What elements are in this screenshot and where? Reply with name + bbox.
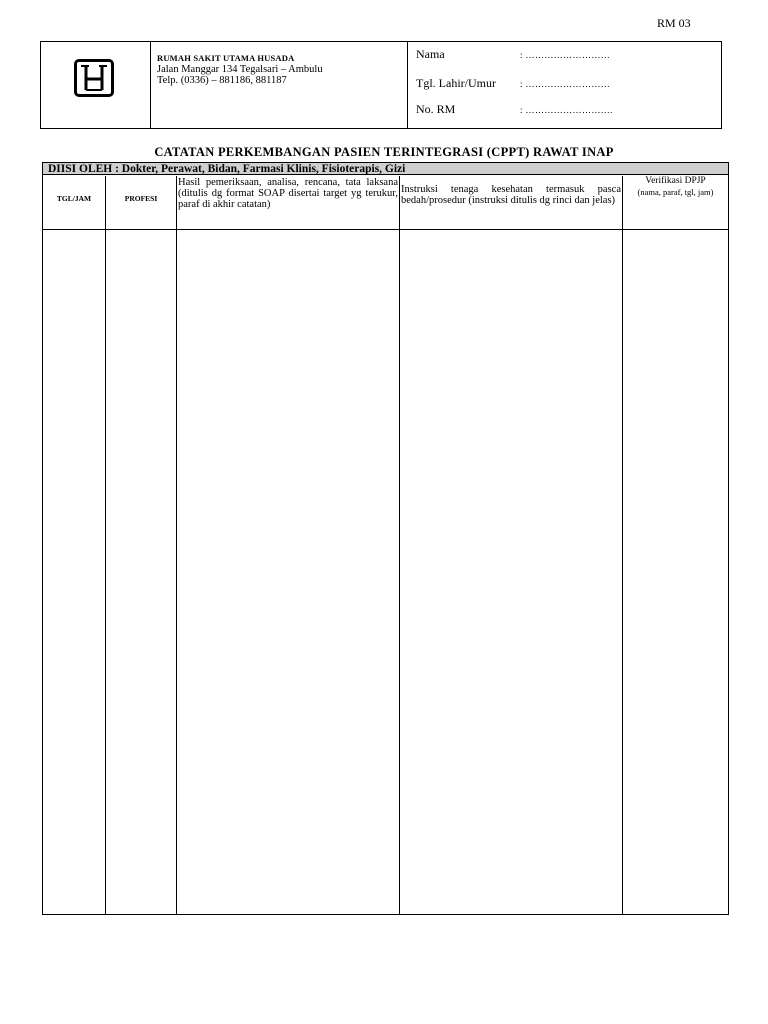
hospital-info	[157, 53, 407, 86]
patient-dob-label: Tgl. Lahir/Umur	[416, 76, 496, 90]
entry-area-profesi[interactable]	[106, 230, 176, 914]
patient-dob-field[interactable]: : ………………………	[520, 79, 611, 89]
patient-info	[407, 42, 722, 128]
entry-area-verifikasi[interactable]	[623, 230, 728, 914]
patient-rm-field[interactable]: : ……………………….	[520, 105, 613, 115]
patient-name-label: Nama	[416, 47, 445, 61]
patient-rm-label: No. RM	[416, 102, 456, 116]
form-code: RM 03	[657, 16, 691, 30]
hospital-logo-icon	[74, 59, 114, 97]
filled-by-banner: DIISI OLEH : Dokter, Perawat, Bidan, Farmasi Klinis, Fisioterapis, Gizi	[43, 163, 728, 175]
entry-area-instruksi[interactable]	[400, 230, 622, 914]
cppt-table	[42, 162, 729, 915]
hospital-phone: Telp. (0336) – 881186, 881187	[157, 75, 287, 86]
column-header-profesi: PROFESI	[124, 194, 158, 203]
column-header-instruksi: Instruksi tenaga kesehatan termasuk pasca bedah/prosedur (instruksi ditulis dg rinci dan jelas)	[401, 184, 621, 206]
patient-dob-row	[416, 76, 610, 91]
entry-area-hasil[interactable]	[177, 230, 399, 914]
patient-name-row	[416, 47, 610, 62]
column-header-verifikasi	[623, 176, 728, 198]
logo-cell	[41, 42, 151, 128]
header-box	[40, 41, 722, 129]
verifikasi-title: Verifikasi DPJP	[645, 176, 706, 186]
patient-rm-row	[416, 102, 613, 117]
column-header-hasil: Hasil pemeriksaan, analisa, rencana, tata laksana (ditulis dg format SOAP disertai target yg terukur, paraf di akhir catatan)	[178, 177, 398, 210]
column-header-tgl-jam: TGL/JAM	[56, 194, 92, 203]
verifikasi-subtitle: (nama, paraf, tgl, jam)	[637, 187, 714, 197]
hospital-name: RUMAH SAKIT UTAMA HUSADA	[157, 53, 295, 63]
hospital-address: Jalan Manggar 134 Tegalsari – Ambulu	[157, 64, 323, 75]
form-title: CATATAN PERKEMBANGAN PASIEN TERINTEGRASI (CPPT) RAWAT INAP	[154, 145, 614, 159]
patient-name-field[interactable]: : ………………………	[520, 50, 611, 60]
entry-area-tgl-jam[interactable]	[43, 230, 105, 914]
